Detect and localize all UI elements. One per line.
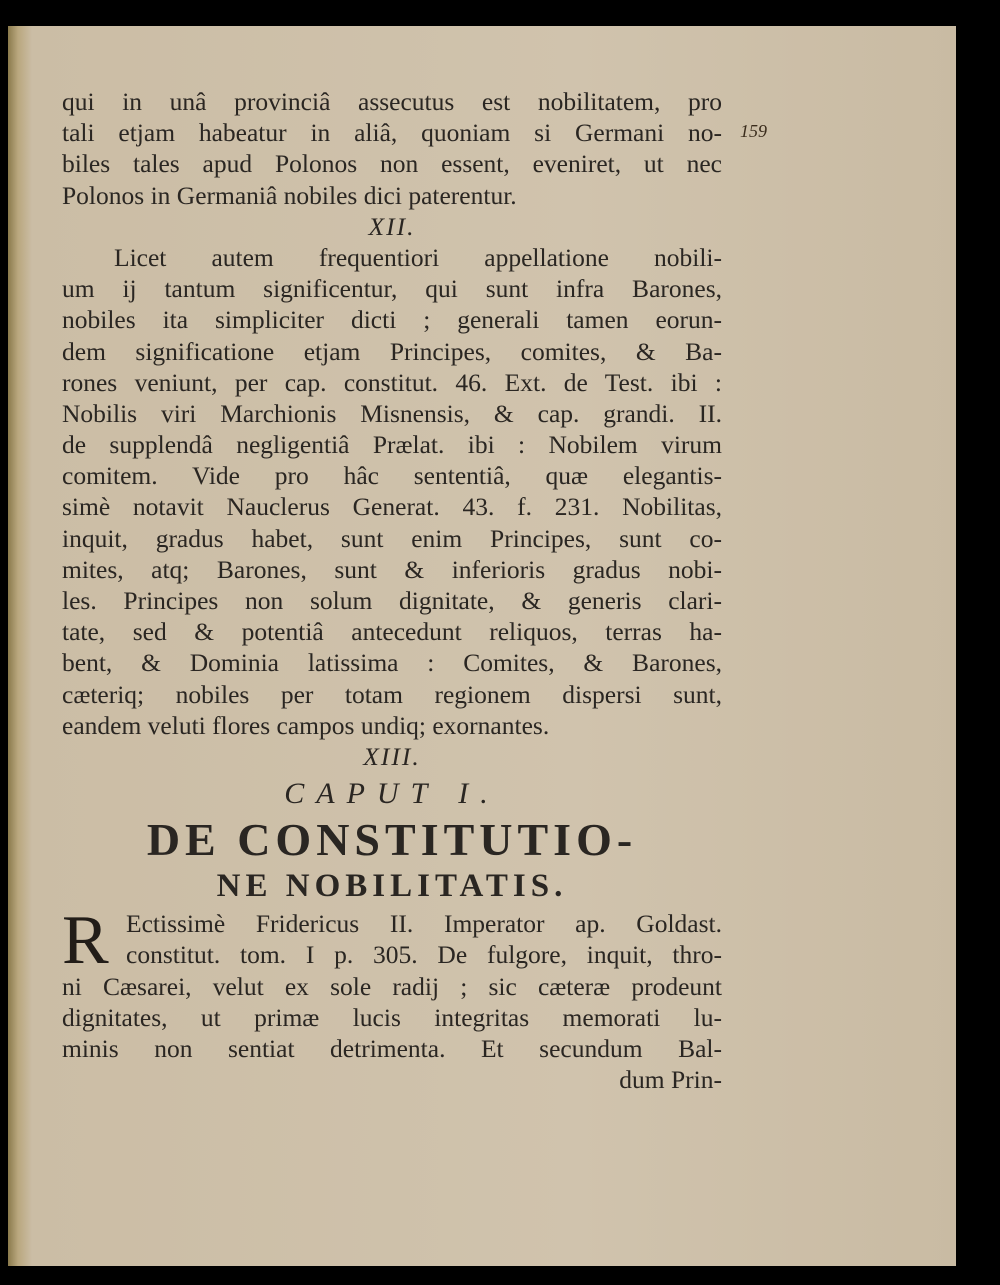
chapter-heading-line-2: NE NOBILITATIS. — [216, 868, 568, 905]
text-block — [62, 86, 722, 1095]
chapter-opening — [62, 902, 722, 1095]
book-page — [8, 26, 956, 1266]
text-line: de supplendâ negligentiâ Prælat. ibi : Nobilem virum — [62, 430, 722, 460]
section-number-12: XII. — [368, 211, 416, 241]
text-line: Nobilis viri Marchionis Misnensis, & cap. grandi. II. — [62, 398, 722, 428]
section-number-13: XIII. — [363, 741, 421, 771]
text-line: tate, sed & potentiâ antecedunt reliquos, terras ha- — [62, 617, 722, 647]
chapter-label: CAPUT I. — [284, 777, 500, 811]
text-line: bent, & Dominia latissima : Comites, & Barones, — [62, 648, 722, 678]
text-line: qui in unâ provinciâ assecutus est nobilitatem, pro — [62, 87, 722, 116]
text-line: Polonos in Germaniâ nobiles dici paterentur. — [62, 180, 517, 210]
catchword: dum Prin- — [619, 1065, 722, 1095]
text-line: eandem veluti flores campos undiq; exornantes. — [62, 710, 550, 740]
text-line: cæteriq; nobiles per totam regionem dispersi sunt, — [62, 679, 722, 709]
text-line: tali etjam habeatur in aliâ, quoniam si Germani no- — [62, 118, 722, 148]
text-line: minis non sentiat detrimenta. Et secundum Bal- — [62, 1033, 722, 1063]
text-line: biles tales apud Polonos non essent, eveniret, ut nec — [62, 149, 722, 179]
page-number: 159 — [740, 121, 767, 141]
chapter-heading-line-1: DE CONSTITUTIO- — [146, 814, 638, 866]
text-line: Ectissimè Fridericus II. Imperator ap. Goldast. — [126, 909, 722, 939]
text-line: um ij tantum significentur, qui sunt infra Barones, — [62, 274, 722, 304]
text-line: nobiles ita simpliciter dicti ; generali tamen eorun- — [62, 305, 722, 335]
text-line: simè notavit Nauclerus Generat. 43. f. 231. Nobilitas, — [62, 492, 722, 522]
text-line: comitem. Vide pro hâc sententiâ, quæ elegantis- — [62, 461, 722, 491]
text-line: les. Principes non solum dignitate, & generis clari- — [62, 586, 722, 615]
text-line: ni Cæsarei, velut ex sole radij ; sic cæteræ prodeunt — [62, 971, 722, 1001]
text-line: inquit, gradus habet, sunt enim Principes, sunt co- — [62, 523, 722, 553]
drop-cap: R — [62, 902, 109, 980]
text-line: rones veniunt, per cap. constitut. 46. Ext. de Test. ibi : — [62, 367, 722, 397]
text-line: mites, atq; Barones, sunt & inferioris gradus nobi- — [62, 554, 722, 584]
text-line: dignitates, ut primæ lucis integritas memorati lu- — [62, 1002, 722, 1032]
text-line: dem significatione etjam Principes, comites, & Ba- — [62, 336, 722, 366]
text-line: Licet autem frequentiori appellatione nobili- — [114, 242, 722, 272]
text-line: constitut. tom. I p. 305. De fulgore, inquit, thro- — [126, 940, 722, 970]
